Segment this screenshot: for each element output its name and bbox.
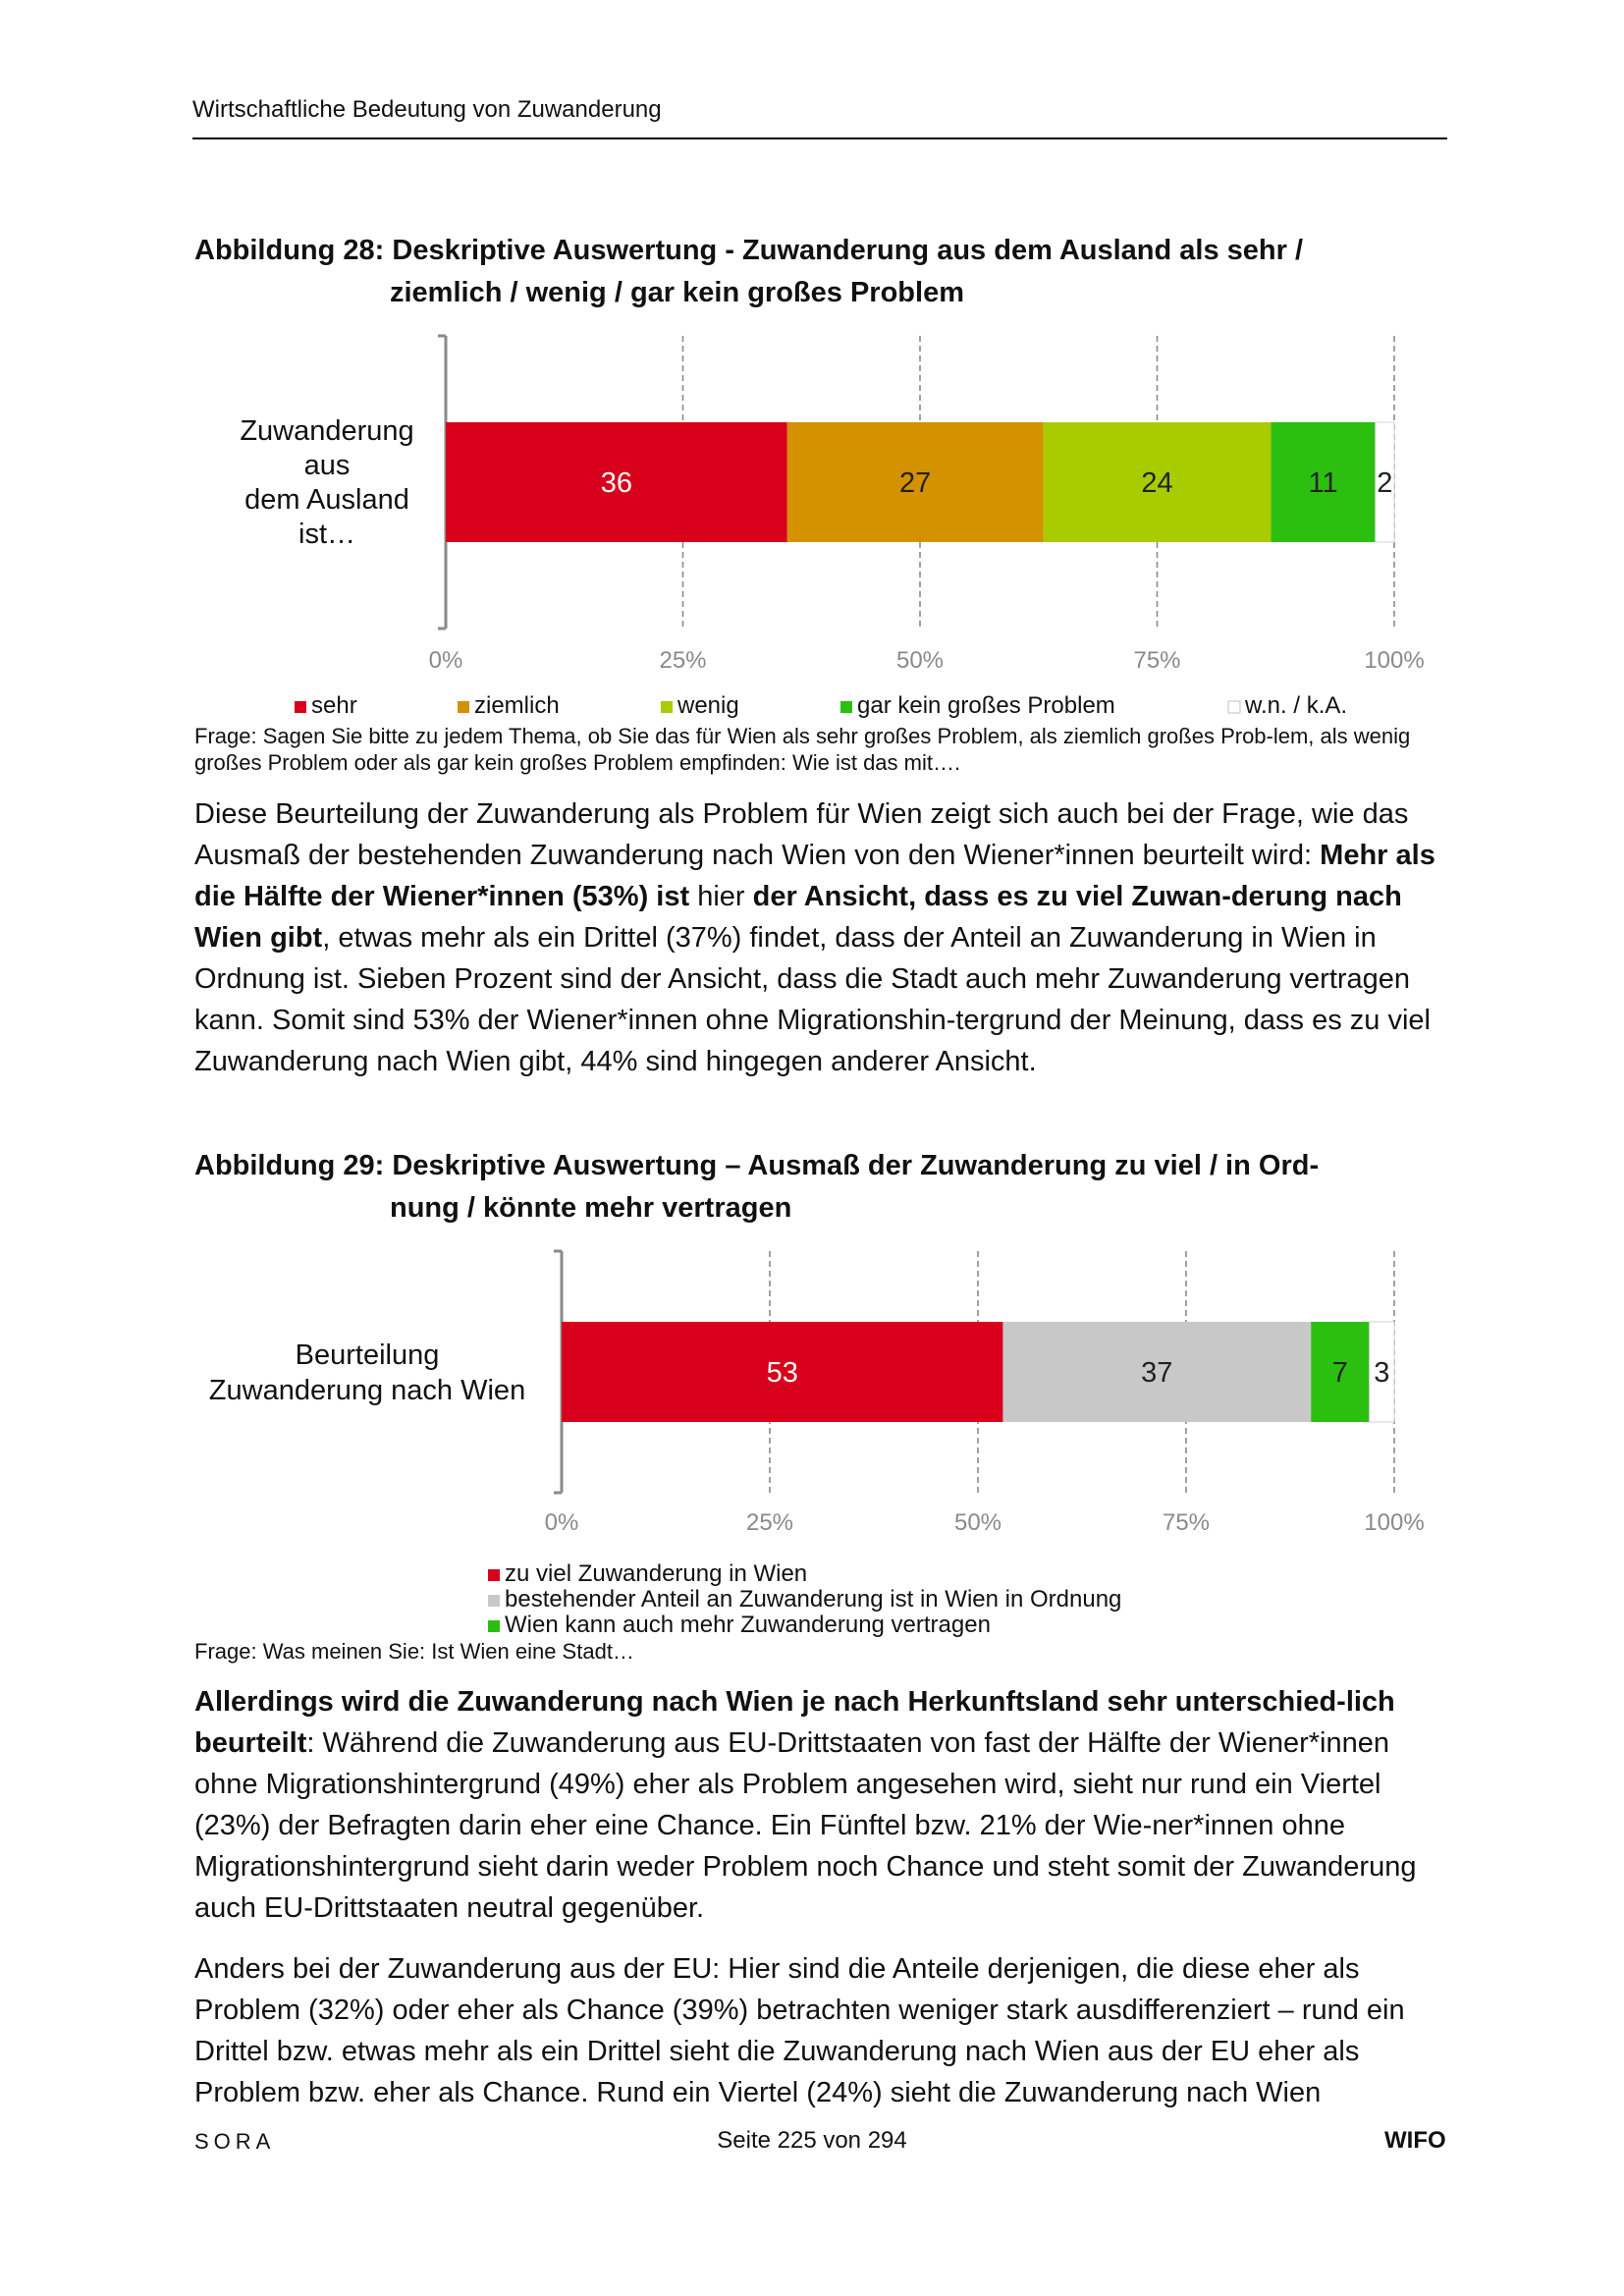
tick-label: 0% (544, 1509, 579, 1536)
category-label: Beurteilung (295, 1339, 440, 1371)
figure-29-question: Frage: Was meinen Sie: Ist Wien eine Stadt… (194, 1639, 634, 1664)
page-number: Seite 225 von 294 (717, 2127, 907, 2154)
legend-swatch (295, 701, 306, 713)
paragraph-2-bold: Allerdings wird die Zuwanderung nach Wien je nach Herkunftsland sehr unterschied-lich beurteilt (194, 1686, 1395, 1759)
legend-swatch (488, 1595, 500, 1607)
legend-swatch (1228, 701, 1240, 713)
figure-29-title-line1: Abbildung 29: Deskriptive Auswertung – Ausmaß der Zuwanderung zu viel / in Ord- (194, 1150, 1320, 1181)
legend-label: ziemlich (474, 692, 560, 719)
category-label: ist… (298, 519, 355, 550)
figure-29-chart (0, 1239, 1624, 1642)
figure-28-question: Frage: Sagen Sie bitte zu jedem Thema, ob Sie das für Wien als sehr großes Problem, als ziemlich großes Prob-lem, als wenig großes Problem oder als gar kein großes Problem empfinden: Wie ist das mit…. (194, 724, 1411, 775)
tick-label: 75% (1133, 647, 1181, 674)
data-label: 53 (766, 1357, 798, 1389)
legend-label: bestehender Anteil an Zuwanderung ist in Wien in Ordnung (505, 1586, 1122, 1613)
figure-28-title-line1: Abbildung 28: Deskriptive Auswertung - Zuwanderung aus dem Ausland als sehr / (194, 235, 1304, 266)
legend-label: zu viel Zuwanderung in Wien (505, 1560, 808, 1587)
category-label: aus (303, 450, 351, 481)
tick-label: 100% (1364, 1509, 1425, 1536)
legend-label: Wien kann auch mehr Zuwanderung vertragen (505, 1612, 991, 1638)
footer-wifo-logo: WIFO (1384, 2127, 1446, 2154)
legend-swatch (488, 1620, 500, 1632)
header-rule (192, 137, 1447, 139)
paragraph-1-text-a: Diese Beurteilung der Zuwanderung als Problem für Wien zeigt sich auch bei der Frage, wie das Ausmaß der bestehenden Zuwanderung nach Wien von den Wiener*innen beurteilt wird: (194, 798, 1409, 871)
paragraph-2-text: : Während die Zuwanderung aus EU-Drittstaaten von fast der Hälfte der Wiener*innen ohne Migrationshintergrund (49%) eher als Problem angesehen wird, sieht nur rund ein Viertel (23%) der Befragten darin eher eine Chance. Ein Fünftel bzw. 21% der Wie-ner*innen ohne Migrationshintergrund sieht darin weder Problem noch Chance und steht somit der Zuwanderung auch EU-Drittstaaten neutral gegenüber. (194, 1727, 1417, 1924)
paragraph-1 (194, 793, 1441, 1082)
running-header: Wirtschaftliche Bedeutung von Zuwanderung (192, 96, 662, 123)
legend-label: w.n. / k.A. (1245, 692, 1348, 719)
category-label: Zuwanderung (240, 415, 414, 447)
data-label: 11 (1308, 467, 1338, 499)
figure-28-chart (0, 324, 1624, 727)
figure-28-title-line2: ziemlich / wenig / gar kein großes Problem (390, 277, 964, 308)
legend-swatch (488, 1569, 500, 1581)
data-label: 27 (899, 467, 932, 499)
category-label: dem Ausland (244, 484, 409, 516)
tick-label: 0% (428, 647, 463, 674)
data-label: 3 (1374, 1357, 1390, 1389)
tick-label: 50% (953, 1509, 1002, 1536)
figure-28-svg (0, 324, 1624, 727)
legend-swatch (661, 701, 673, 713)
data-label: 24 (1141, 467, 1173, 499)
tick-label: 100% (1364, 647, 1425, 674)
paragraph-1-text-c: hier (689, 881, 753, 912)
figure-29-svg (0, 1239, 1624, 1642)
paragraph-1-bold-a: Mehr als die Hälfte der Wiener*innen (53%) ist (194, 840, 1435, 912)
data-label: 37 (1141, 1357, 1173, 1389)
legend-label: gar kein großes Problem (857, 692, 1115, 719)
data-label: 36 (600, 467, 633, 499)
tick-label: 75% (1162, 1509, 1211, 1536)
tick-label: 50% (895, 647, 945, 674)
paragraph-3: Anders bei der Zuwanderung aus der EU: Hier sind die Anteile derjenigen, die diese eher als Problem (32%) oder eher als Chance (39%) betrachten weniger stark ausdifferenziert – rund ein Drittel bzw. etwas mehr als ein Drittel sieht die Zuwanderung nach Wien aus der EU eher als Problem bzw. eher als Chance. Rund ein Viertel (24%) sieht die Zuwanderung nach Wien (194, 1953, 1405, 2108)
figure-28-title (194, 230, 1471, 314)
data-label: 2 (1377, 467, 1393, 499)
legend-swatch (458, 701, 469, 713)
legend-label: sehr (311, 692, 357, 719)
footer-sora-logo: SORA (194, 2129, 276, 2154)
tick-label: 25% (659, 647, 707, 674)
figure-29-title (194, 1145, 1471, 1230)
legend-label: wenig (677, 692, 739, 719)
figure-29-title-line2: nung / könnte mehr vertragen (390, 1192, 792, 1224)
paragraph-1-text-d: , etwas mehr als ein Drittel (37%) findet, dass der Anteil an Zuwanderung in Wien in Ordnung ist. Sieben Prozent sind der Ansicht, dass die Stadt auch mehr Zuwanderung vertragen kann. Somit sind 53% der Wiener*innen ohne Migrationshin-tergrund der Meinung, dass es zu viel Zuwanderung nach Wien gibt, 44% sind hingegen anderer Ansicht. (194, 922, 1431, 1077)
legend-swatch (840, 701, 852, 713)
paragraph-2 (194, 1681, 1441, 1929)
data-label: 7 (1331, 1357, 1348, 1389)
category-label: Zuwanderung nach Wien (208, 1375, 526, 1406)
tick-label: 25% (745, 1509, 794, 1536)
paragraph-1-bold-b: der Ansicht, dass es zu viel Zuwan-derung nach Wien gibt (194, 881, 1402, 954)
